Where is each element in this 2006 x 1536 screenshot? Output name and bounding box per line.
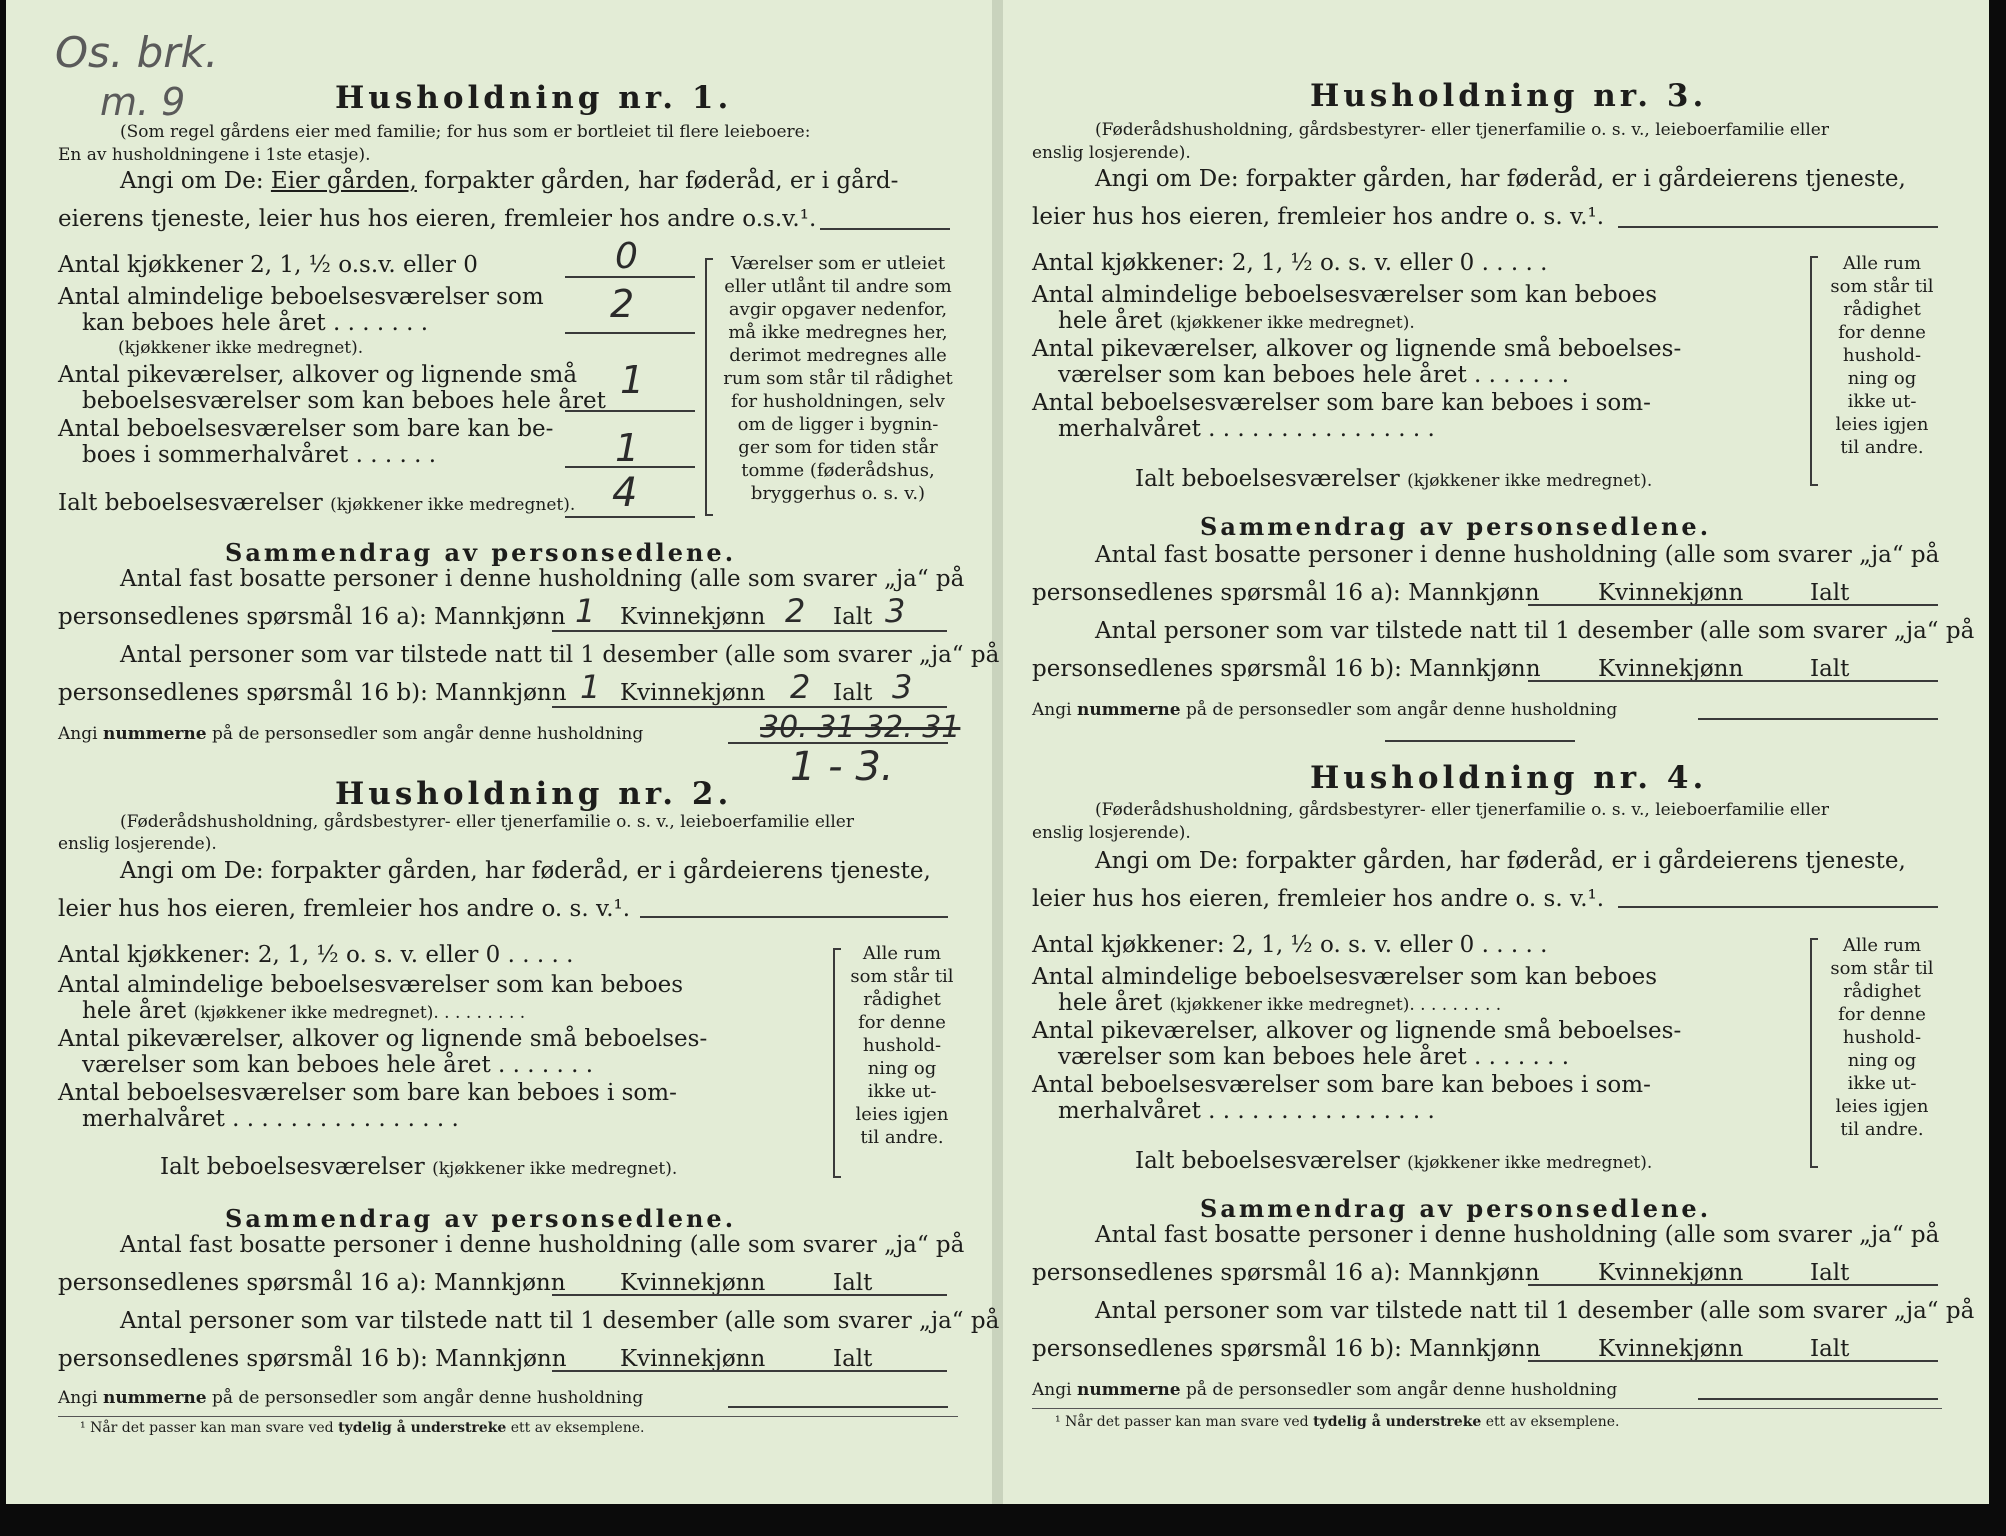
h2-ialt-line	[160, 1154, 677, 1180]
h3-nummer-rest: på de personsedler som angår denne husholdning	[1186, 700, 1618, 720]
h2-alm-line-2	[82, 998, 525, 1024]
h2-footnote-pre: ¹ Når det passer kan man svare ved	[80, 1420, 334, 1436]
h4-pike-label-2: værelser som kan beboes hele året . . . . . . .	[1058, 1044, 1570, 1070]
h4-footnote-bold: tydelig å understreke	[1313, 1414, 1482, 1430]
h2-side-note	[842, 942, 962, 1149]
h3-angi-line-1: Angi om De: forpakter gården, har føderåd, er i gårdeierens tjeneste,	[1095, 166, 1906, 192]
h1-angi-prefix: Angi om De:	[120, 168, 264, 194]
h3-angi-line-2: leier hus hos eieren, fremleier hos andre o. s. v.¹.	[1032, 204, 1605, 230]
h1-tilstede-kvinne-value: 2	[790, 668, 811, 706]
h2-side-note-line: for denne	[858, 1012, 946, 1033]
h4-tilstede-line-1: Antal personer som var tilstede natt til 1 desember (alle som svarer „ja“ på	[1095, 1298, 1975, 1324]
h2-alm-label-3: (kjøkkener ikke medregnet). . . . . . . . .	[193, 1003, 526, 1023]
h3-sommer-label-1: Antal beboelsesværelser som bare kan beboes i som-	[1032, 390, 1651, 416]
h4-fast-fill-line	[1528, 1284, 1938, 1286]
h4-fast-line-1: Antal fast bosatte personer i denne husholdning (alle som svarer „ja“ på	[1095, 1222, 1940, 1248]
h3-side-note-line: ikke ut-	[1847, 391, 1917, 412]
h4-tilstede-kvinne-label: Kvinnekjønn	[1598, 1336, 1744, 1362]
h1-fast-line-1: Antal fast bosatte personer i denne husholdning (alle som svarer „ja“ på	[120, 566, 965, 592]
h2-side-note-line: hushold-	[862, 1035, 942, 1056]
h4-side-bracket	[1810, 938, 1818, 1168]
h1-tilstede-kvinne-label: Kvinnekjønn	[620, 680, 766, 706]
h1-fast-line-2	[58, 604, 566, 630]
h2-fast-line-1: Antal fast bosatte personer i denne husholdning (alle som svarer „ja“ på	[120, 1232, 965, 1258]
h2-fast-label: personsedlenes spørsmål 16 a): Mannkjønn	[58, 1270, 566, 1296]
h3-nummer-label	[1032, 700, 1617, 720]
h1-sommer-value: 1	[615, 426, 640, 470]
h1-side-note-line: avgir opgaver nedenfor,	[728, 299, 948, 320]
h4-title: Husholdning nr. 4.	[1310, 760, 1708, 796]
h3-ialt-line	[1135, 466, 1652, 492]
h3-alm-label-3: (kjøkkener ikke medregnet).	[1169, 313, 1415, 333]
h3-angi-fill-line	[1618, 226, 1938, 228]
h1-side-note-line: derimot medregnes alle	[729, 345, 947, 366]
h1-side-note-line: Værelser som er utleiet	[730, 253, 946, 274]
h4-note-2: enslig losjerende).	[1032, 823, 1191, 843]
h3-fast-label: personsedlenes spørsmål 16 a): Mannkjønn	[1032, 580, 1540, 606]
h4-side-note-line: leies igjen	[1835, 1096, 1929, 1117]
h2-footnote-bold: tydelig å understreke	[338, 1420, 507, 1436]
h3-note-2: enslig losjerende).	[1032, 143, 1191, 163]
h3-side-bracket	[1810, 256, 1818, 486]
h3-nummer-fill-line	[1698, 718, 1938, 720]
h4-sommer-label-1: Antal beboelsesværelser som bare kan beboes i som-	[1032, 1072, 1651, 1098]
h1-tilstede-mann-value: 1	[580, 668, 601, 706]
h3-alm-line-2	[1058, 308, 1415, 334]
h4-alm-line-2	[1058, 990, 1501, 1016]
h2-tilstede-label: personsedlenes spørsmål 16 b): Mannkjønn	[58, 1346, 567, 1372]
h4-side-note-line: for denne	[1838, 1004, 1926, 1025]
h3-side-note	[1822, 252, 1942, 459]
h4-nummer-label	[1032, 1380, 1617, 1400]
h1-ialt-value: 4	[612, 470, 638, 516]
h2-side-note-line: til andre.	[860, 1127, 944, 1148]
h1-tilstede-fill-line	[552, 706, 947, 708]
h4-alm-label-2: hele året	[1058, 990, 1163, 1016]
h3-note-1: (Føderådshusholdning, gårdsbestyrer- eller tjenerfamilie o. s. v., leieboerfamilie eller	[1095, 120, 1829, 140]
h4-ialt-label: Ialt beboelsesværelser	[1135, 1148, 1400, 1174]
h4-nummer-prefix: Angi	[1032, 1380, 1072, 1400]
h3-side-note-line: ning og	[1847, 368, 1917, 389]
h3-side-note-line: for denne	[1838, 322, 1926, 343]
h2-fast-ialt-label: Ialt	[833, 1270, 873, 1296]
corner-annotation-2: m. 9	[100, 80, 186, 124]
h2-note-2: enslig losjerende).	[58, 834, 217, 854]
h4-fast-kvinne-label: Kvinnekjønn	[1598, 1260, 1744, 1286]
h2-tilstede-fill-line	[552, 1370, 947, 1372]
h1-tilstede-label: personsedlenes spørsmål 16 b): Mannkjønn	[58, 680, 567, 706]
h4-side-note-line: rådighet	[1843, 981, 1921, 1002]
h2-tilstede-ialt-label: Ialt	[833, 1346, 873, 1372]
h1-side-note-line: bryggerhus o. s. v.)	[750, 483, 926, 504]
h4-angi-line-1: Angi om De: forpakter gården, har føderåd, er i gårdeierens tjeneste,	[1095, 848, 1906, 874]
h1-side-note-line: må ikke medregnes her,	[728, 322, 948, 343]
h1-angi-underlined: Eier gården,	[270, 168, 417, 194]
h3-section-divider	[1385, 740, 1575, 742]
h2-tilstede-line-1: Antal personer som var tilstede natt til 1 desember (alle som svarer „ja“ på	[120, 1308, 1000, 1334]
h2-footnote-rule	[58, 1416, 958, 1417]
h2-fast-kvinne-label: Kvinnekjønn	[620, 1270, 766, 1296]
left-page	[0, 0, 1000, 1504]
h1-nummer-rest: på de personsedler som angår denne husholdning	[212, 724, 644, 744]
h3-tilstede-ialt-label: Ialt	[1810, 656, 1850, 682]
h4-tilstede-label: personsedlenes spørsmål 16 b): Mannkjønn	[1032, 1336, 1541, 1362]
h3-alm-label-1: Antal almindelige beboelsesværelser som kan beboes	[1032, 282, 1658, 308]
h2-ialt-note: (kjøkkener ikke medregnet).	[432, 1159, 678, 1179]
h3-side-note-line: leies igjen	[1835, 414, 1929, 435]
h3-tilstede-fill-line	[1528, 680, 1938, 682]
h1-nummer-value: 1 - 3.	[790, 744, 894, 790]
h3-fast-kvinne-label: Kvinnekjønn	[1598, 580, 1744, 606]
h4-angi-line-2: leier hus hos eieren, fremleier hos andre o. s. v.¹.	[1032, 886, 1605, 912]
h1-fast-label: personsedlenes spørsmål 16 a): Mannkjønn	[58, 604, 566, 630]
h4-footnote-post: ett av eksemplene.	[1485, 1414, 1620, 1430]
h3-tilstede-kvinne-label: Kvinnekjønn	[1598, 656, 1744, 682]
h2-footnote	[80, 1420, 644, 1436]
h4-nummer-fill-line	[1698, 1398, 1938, 1400]
h2-nummer-bold: nummerne	[102, 1388, 207, 1408]
h4-side-note-line: hushold-	[1842, 1027, 1922, 1048]
h2-sommer-label-2: merhalvåret . . . . . . . . . . . . . . . .	[82, 1106, 459, 1132]
h3-summary-title: Sammendrag av personsedlene.	[1200, 512, 1712, 541]
h1-fast-mann-value: 1	[575, 592, 596, 630]
h2-summary-title: Sammendrag av personsedlene.	[225, 1204, 737, 1233]
h2-fast-fill-line	[552, 1294, 947, 1296]
h3-side-note-line: hushold-	[1842, 345, 1922, 366]
h2-pike-label-1: Antal pikeværelser, alkover og lignende små beboelses-	[58, 1026, 708, 1052]
h1-ialt-line-rule	[565, 516, 695, 518]
h4-side-note-line: Alle rum	[1842, 935, 1922, 956]
h1-tilstede-ialt-label: Ialt	[833, 680, 873, 706]
h1-kjokkener-line	[565, 276, 695, 278]
h4-side-note-line: ikke ut-	[1847, 1073, 1917, 1094]
h3-nummer-prefix: Angi	[1032, 700, 1072, 720]
h4-note-1: (Føderådshusholdning, gårdsbestyrer- eller tjenerfamilie o. s. v., leieboerfamilie eller	[1095, 800, 1829, 820]
h3-fast-fill-line	[1528, 604, 1938, 606]
h4-ialt-line	[1135, 1148, 1652, 1174]
h4-side-note-line: ning og	[1847, 1050, 1917, 1071]
h1-side-note-line: ger som for tiden står	[738, 437, 938, 458]
h1-kjokkener-label: Antal kjøkkener 2, 1, ½ o.s.v. eller 0	[58, 252, 478, 278]
h1-side-note-line: rum som står til rådighet	[723, 368, 953, 389]
h2-side-bracket	[833, 948, 841, 1178]
h1-nummer-label	[58, 724, 643, 744]
h3-tilstede-label: personsedlenes spørsmål 16 b): Mannkjønn	[1032, 656, 1541, 682]
h4-side-note	[1822, 934, 1942, 1141]
h4-nummer-rest: på de personsedler som angår denne husholdning	[1186, 1380, 1618, 1400]
h4-pike-label-1: Antal pikeværelser, alkover og lignende små beboelses-	[1032, 1018, 1682, 1044]
h2-pike-label-2: værelser som kan beboes hele året . . . . . . .	[82, 1052, 594, 1078]
h4-side-note-line: til andre.	[1840, 1119, 1924, 1140]
h4-alm-label-3: (kjøkkener ikke medregnet). . . . . . . . .	[1169, 995, 1502, 1015]
h2-angi-line-2: leier hus hos eieren, fremleier hos andre o. s. v.¹.	[58, 896, 631, 922]
h3-side-note-line: til andre.	[1840, 437, 1924, 458]
h1-ialt-line	[58, 490, 575, 516]
h2-footnote-post: ett av eksemplene.	[510, 1420, 645, 1436]
h1-kjokkener-value: 0	[615, 236, 638, 277]
h1-alm-value: 2	[610, 282, 635, 326]
h2-nummer-label	[58, 1388, 643, 1408]
h1-side-note-line: for husholdningen, selv	[731, 391, 945, 412]
h3-tilstede-line-1: Antal personer som var tilstede natt til 1 desember (alle som svarer „ja“ på	[1095, 618, 1975, 644]
h1-side-note-line: eller utlånt til andre som	[724, 276, 952, 297]
h4-tilstede-fill-line	[1528, 1360, 1938, 1362]
h3-fast-ialt-label: Ialt	[1810, 580, 1850, 606]
h3-ialt-label: Ialt beboelsesværelser	[1135, 466, 1400, 492]
h1-sommer-line	[565, 466, 695, 468]
h4-side-note-line: som står til	[1830, 958, 1934, 979]
h2-side-note-line: som står til	[850, 966, 954, 987]
right-page	[1010, 0, 1975, 1504]
h3-pike-label-1: Antal pikeværelser, alkover og lignende små beboelses-	[1032, 336, 1682, 362]
page-gutter	[992, 0, 1003, 1504]
h1-alm-label-1: Antal almindelige beboelsesværelser som	[58, 284, 544, 310]
h1-summary-title: Sammendrag av personsedlene.	[225, 538, 737, 567]
h2-angi-fill-line	[640, 916, 948, 918]
h3-title: Husholdning nr. 3.	[1310, 78, 1708, 114]
h1-angi-fill-line	[820, 228, 950, 230]
h1-pike-label-1: Antal pikeværelser, alkover og lignende små	[58, 362, 578, 388]
h1-tilstede-ialt-value: 3	[892, 668, 913, 706]
h2-angi-line-1: Angi om De: forpakter gården, har føderåd, er i gårdeierens tjeneste,	[120, 858, 931, 884]
h4-footnote-pre: ¹ Når det passer kan man svare ved	[1055, 1414, 1309, 1430]
h4-tilstede-ialt-label: Ialt	[1810, 1336, 1850, 1362]
h1-alm-line	[565, 332, 695, 334]
h1-side-note-line: om de ligger i bygnin-	[737, 414, 939, 435]
h2-alm-label-2: hele året	[82, 998, 187, 1024]
h1-nummer-crossed-value: 30. 31 32. 31	[760, 710, 961, 745]
h1-fast-kvinne-value: 2	[785, 592, 806, 630]
h1-side-note	[718, 252, 958, 505]
h1-pike-value: 1	[620, 358, 645, 402]
h1-side-bracket	[705, 258, 713, 516]
h4-fast-label: personsedlenes spørsmål 16 a): Mannkjønn	[1032, 1260, 1540, 1286]
corner-annotation-1: Os. brk.	[55, 28, 219, 77]
h2-side-note-line: ning og	[867, 1058, 937, 1079]
h1-ialt-note: (kjøkkener ikke medregnet).	[330, 495, 576, 515]
h4-summary-title: Sammendrag av personsedlene.	[1200, 1194, 1712, 1223]
h4-ialt-note: (kjøkkener ikke medregnet).	[1407, 1153, 1653, 1173]
h1-fast-fill-line	[552, 630, 947, 632]
h1-nummer-prefix: Angi	[58, 724, 98, 744]
h1-angi-line-2: eierens tjeneste, leier hus hos eieren, fremleier hos andre o.s.v.¹.	[58, 206, 817, 232]
h1-alm-label-3: (kjøkkener ikke medregnet).	[118, 338, 364, 358]
h2-side-note-line: Alle rum	[862, 943, 942, 964]
h2-side-note-line: leies igjen	[855, 1104, 949, 1125]
h1-angi-rest: forpakter gården, har føderåd, er i gård-	[424, 168, 899, 194]
h4-alm-label-1: Antal almindelige beboelsesværelser som kan beboes	[1032, 964, 1658, 990]
h1-alm-label-2: kan beboes hele året . . . . . . .	[82, 310, 429, 336]
h1-ialt-label: Ialt beboelsesværelser	[58, 490, 323, 516]
h4-fast-ialt-label: Ialt	[1810, 1260, 1850, 1286]
h2-nummer-fill-line	[728, 1406, 948, 1408]
h3-kjokkener-label: Antal kjøkkener: 2, 1, ½ o. s. v. eller 0 . . . . .	[1032, 250, 1548, 276]
h2-side-note-line: ikke ut-	[867, 1081, 937, 1102]
h2-sommer-label-1: Antal beboelsesværelser som bare kan beboes i som-	[58, 1080, 677, 1106]
h1-nummer-bold: nummerne	[102, 724, 207, 744]
h4-sommer-label-2: merhalvåret . . . . . . . . . . . . . . . .	[1058, 1098, 1435, 1124]
h4-nummer-bold: nummerne	[1076, 1380, 1181, 1400]
h1-tilstede-line-1: Antal personer som var tilstede natt til 1 desember (alle som svarer „ja“ på	[120, 642, 1000, 668]
h1-fast-ialt-label: Ialt	[833, 604, 873, 630]
h1-side-note-line: tomme (føderådshus,	[741, 460, 935, 481]
h3-ialt-note: (kjøkkener ikke medregnet).	[1407, 471, 1653, 491]
h1-fast-ialt-value: 3	[885, 592, 906, 630]
h2-side-note-line: rådighet	[863, 989, 941, 1010]
h1-note-2: En av husholdningene i 1ste etasje).	[58, 145, 371, 165]
h3-side-note-line: rådighet	[1843, 299, 1921, 320]
h1-title: Husholdning nr. 1.	[335, 80, 733, 116]
h3-sommer-label-2: merhalvåret . . . . . . . . . . . . . . . .	[1058, 416, 1435, 442]
h2-alm-label-1: Antal almindelige beboelsesværelser som kan beboes	[58, 972, 684, 998]
h2-nummer-prefix: Angi	[58, 1388, 98, 1408]
h1-pike-label-2: beboelsesværelser som kan beboes hele året	[82, 388, 606, 414]
h3-nummer-bold: nummerne	[1076, 700, 1181, 720]
h3-alm-label-2: hele året	[1058, 308, 1163, 334]
h3-pike-label-2: værelser som kan beboes hele året . . . . . . .	[1058, 362, 1570, 388]
h2-kjokkener-label: Antal kjøkkener: 2, 1, ½ o. s. v. eller 0 . . . . .	[58, 942, 574, 968]
h1-note-1: (Som regel gårdens eier med familie; for hus som er bortleiet til flere leieboere:	[120, 122, 811, 142]
h1-pike-line	[565, 410, 695, 412]
h4-kjokkener-label: Antal kjøkkener: 2, 1, ½ o. s. v. eller 0 . . . . .	[1032, 932, 1548, 958]
h4-footnote	[1055, 1414, 1619, 1430]
h2-title: Husholdning nr. 2.	[335, 776, 733, 812]
h2-ialt-label: Ialt beboelsesværelser	[160, 1154, 425, 1180]
h3-fast-line-1: Antal fast bosatte personer i denne husholdning (alle som svarer „ja“ på	[1095, 542, 1940, 568]
h2-note-1: (Føderådshusholdning, gårdsbestyrer- eller tjenerfamilie o. s. v., leieboerfamilie eller	[120, 812, 854, 832]
h1-sommer-label-1: Antal beboelsesværelser som bare kan be-	[58, 416, 554, 442]
h2-nummer-rest: på de personsedler som angår denne husholdning	[212, 1388, 644, 1408]
h4-footnote-rule	[1032, 1408, 1942, 1409]
h1-sommer-label-2: boes i sommerhalvåret . . . . . .	[82, 442, 437, 468]
h3-side-note-line: Alle rum	[1842, 253, 1922, 274]
h1-fast-kvinne-label: Kvinnekjønn	[620, 604, 766, 630]
h3-side-note-line: som står til	[1830, 276, 1934, 297]
h2-tilstede-kvinne-label: Kvinnekjønn	[620, 1346, 766, 1372]
h4-angi-fill-line	[1618, 906, 1938, 908]
h1-angi-line-1	[120, 168, 898, 194]
